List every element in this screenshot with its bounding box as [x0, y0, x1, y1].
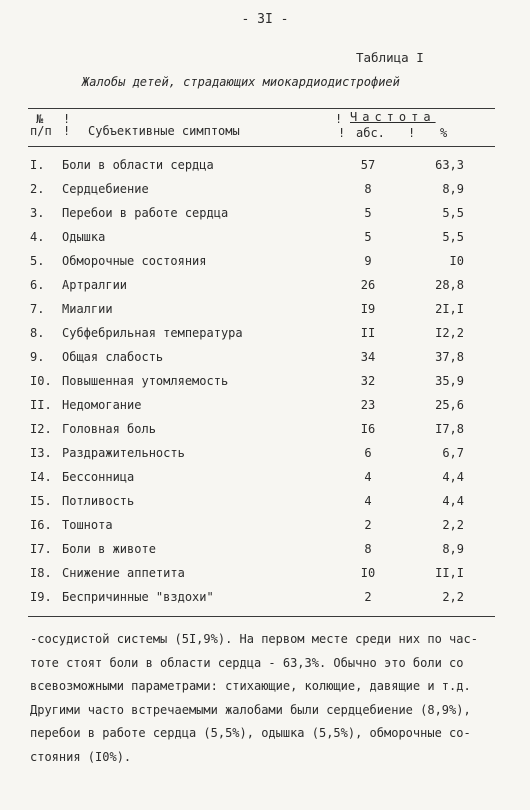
table-row	[0, 422, 530, 445]
row-pct-value: I0	[449, 254, 464, 268]
header-divider-1b: !	[63, 124, 71, 138]
table-row	[0, 206, 530, 229]
row-number: I8.	[30, 566, 52, 580]
row-abs-value: 4	[364, 494, 372, 508]
row-symptom: Одышка	[62, 230, 106, 244]
row-abs-value: 5	[364, 230, 372, 244]
row-number: 6.	[30, 278, 45, 292]
row-symptom: Повышенная утомляемость	[62, 374, 229, 388]
row-symptom: Обморочные состояния	[62, 254, 207, 268]
row-symptom: Головная боль	[62, 422, 156, 436]
row-abs-value: I0	[360, 566, 376, 580]
row-pct-value: 2,2	[442, 518, 464, 532]
row-pct-value: 2I,I	[435, 302, 464, 316]
row-abs-value: 34	[360, 350, 376, 364]
paragraph-line: стояния (I0%).	[30, 749, 132, 764]
row-abs-value: 8	[364, 182, 372, 196]
row-pct-value: 4,4	[442, 470, 464, 484]
row-number: 4.	[30, 230, 45, 244]
row-pct-value: 5,5	[442, 230, 464, 244]
row-symptom: Потливость	[62, 494, 135, 508]
table-label: Таблица I	[356, 50, 424, 65]
row-symptom: Перебои в работе сердца	[62, 206, 229, 220]
row-abs-value: 23	[360, 398, 376, 412]
row-number: 7.	[30, 302, 45, 316]
row-number: I4.	[30, 470, 52, 484]
row-number: 3.	[30, 206, 45, 220]
row-symptom: Недомогание	[62, 398, 142, 412]
header-divider-2: !	[335, 112, 343, 126]
paragraph-line: -сосудистой системы (5I,9%). На первом месте среди них по час-	[30, 632, 478, 646]
row-symptom: Бессонница	[62, 470, 135, 484]
row-number: I6.	[30, 518, 52, 532]
row-symptom: Субфебрильная температура	[62, 326, 243, 340]
header-bottom-rule	[28, 146, 495, 147]
paragraph-line: перебои в работе сердца (5,5%), одышка (5,5%), обморочные со-	[30, 726, 471, 740]
row-number: I3.	[30, 446, 52, 460]
body-paragraph	[30, 628, 500, 769]
header-frequency: Частота	[350, 110, 436, 124]
row-abs-value: 9	[364, 254, 372, 268]
page-number: - 3I -	[241, 12, 289, 27]
row-symptom: Тошнота	[62, 518, 113, 532]
row-pct-value: 8,9	[442, 182, 464, 196]
row-pct-value: I2,2	[435, 326, 464, 340]
row-number: II.	[30, 398, 52, 412]
row-symptom: Общая слабость	[62, 350, 164, 364]
row-number: I9.	[30, 590, 52, 604]
row-pct-value: II,I	[435, 566, 464, 580]
row-pct-value: 28,8	[435, 278, 464, 292]
table-row	[0, 230, 530, 253]
row-pct-value: 4,4	[442, 494, 464, 508]
row-abs-value: 32	[360, 374, 376, 388]
row-pct-value: 8,9	[442, 542, 464, 556]
header-divider-4: !	[408, 126, 416, 140]
row-abs-value: 57	[360, 158, 376, 172]
table-caption: Жалобы детей, страдающих миокардиодистрофией	[82, 75, 400, 89]
table-row	[0, 182, 530, 205]
row-pct-value: 25,6	[435, 398, 464, 412]
row-abs-value: II	[360, 326, 376, 340]
row-symptom: Беспричинные "вздохи"	[62, 590, 214, 604]
header-pct: %	[440, 126, 448, 140]
row-number: I.	[30, 158, 45, 172]
table-row	[0, 494, 530, 517]
row-pct-value: I7,8	[435, 422, 464, 436]
row-number: 5.	[30, 254, 45, 268]
row-abs-value: I9	[360, 302, 376, 316]
header-num-top: №	[36, 112, 44, 126]
table-row	[0, 374, 530, 397]
row-symptom: Снижение аппетита	[62, 566, 185, 580]
row-symptom: Раздражительность	[62, 446, 185, 460]
row-number: I0.	[30, 374, 52, 388]
row-number: 9.	[30, 350, 45, 364]
table-row	[0, 278, 530, 301]
table-row	[0, 518, 530, 541]
table-row	[0, 470, 530, 493]
row-symptom: Миалгии	[62, 302, 113, 316]
row-abs-value: 4	[364, 470, 372, 484]
row-abs-value: 2	[364, 590, 372, 604]
table-row	[0, 566, 530, 589]
row-number: I2.	[30, 422, 52, 436]
row-pct-value: 35,9	[435, 374, 464, 388]
row-pct-value: 5,5	[442, 206, 464, 220]
row-number: I7.	[30, 542, 52, 556]
row-pct-value: 63,3	[435, 158, 464, 172]
header-abs: абс.	[356, 126, 385, 140]
table-bottom-rule	[28, 616, 495, 617]
row-pct-value: 6,7	[442, 446, 464, 460]
header-num-bottom: п/п	[30, 124, 52, 138]
paragraph-line: тоте стоят боли в области сердца - 63,3%. Обычно это боли со	[30, 655, 464, 670]
row-number: I5.	[30, 494, 52, 508]
table-row	[0, 542, 530, 565]
row-pct-value: 37,8	[435, 350, 464, 364]
table-row	[0, 158, 530, 181]
row-symptom: Артралгии	[62, 278, 128, 292]
table-row	[0, 302, 530, 325]
row-abs-value: 6	[364, 446, 372, 460]
table-row	[0, 326, 530, 349]
row-abs-value: 8	[364, 542, 372, 556]
row-abs-value: 2	[364, 518, 372, 532]
header-divider-1: !	[63, 112, 71, 126]
table-row	[0, 350, 530, 373]
table-row	[0, 254, 530, 277]
row-abs-value: 26	[360, 278, 376, 292]
header-divider-3: !	[338, 126, 346, 140]
row-number: 8.	[30, 326, 45, 340]
table-top-rule	[28, 108, 495, 109]
row-number: 2.	[30, 182, 45, 196]
table-row	[0, 398, 530, 421]
row-abs-value: I6	[360, 422, 376, 436]
paragraph-line: Другими часто встречаемыми жалобами были сердцебиение (8,9%),	[30, 702, 471, 717]
row-symptom: Боли в области сердца	[62, 158, 214, 172]
row-symptom: Боли в животе	[62, 542, 156, 556]
table-row	[0, 590, 530, 613]
header-symptoms: Субъективные симптомы	[88, 124, 240, 138]
table-row	[0, 446, 530, 469]
paragraph-line: всевозможными параметрами: стихающие, колющие, давящие и т.д.	[30, 679, 471, 693]
row-abs-value: 5	[364, 206, 372, 220]
row-pct-value: 2,2	[442, 590, 464, 604]
row-symptom: Сердцебиение	[62, 182, 149, 196]
